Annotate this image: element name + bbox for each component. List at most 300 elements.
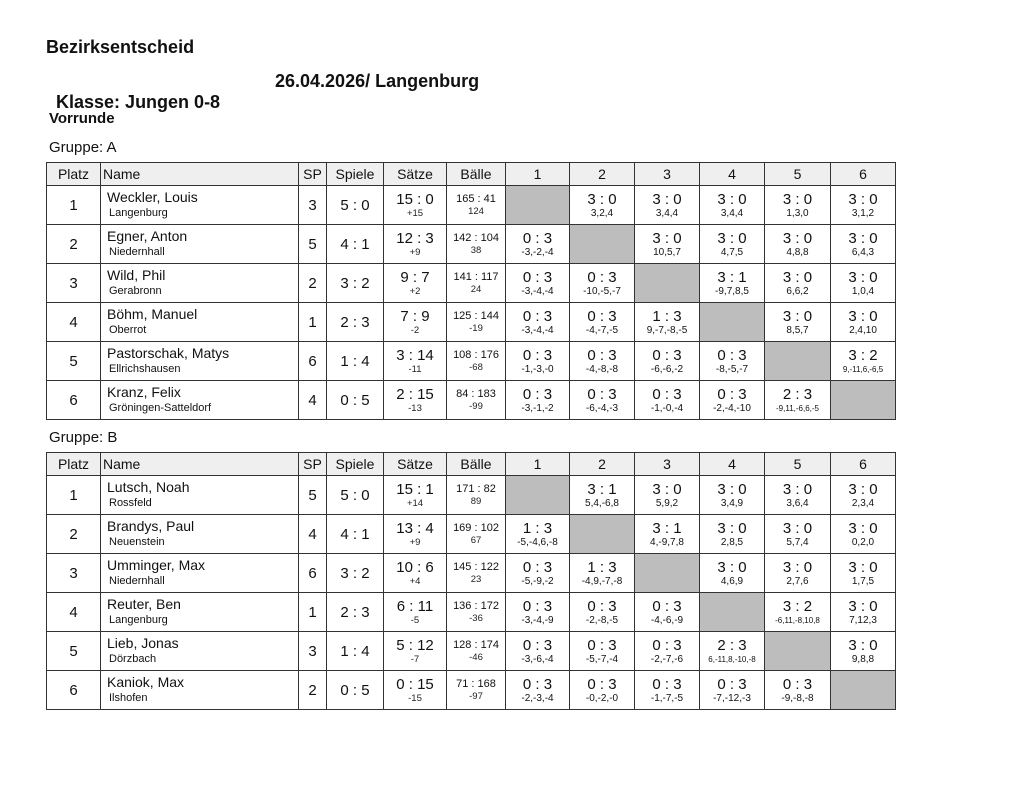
- saetze-cell: [384, 381, 447, 420]
- saetze-diff: +9: [409, 246, 421, 258]
- player-club: Dörzbach: [109, 653, 157, 665]
- player-club: Niedernhall: [109, 246, 165, 258]
- result-cell: [506, 381, 570, 420]
- result-cell: [570, 476, 635, 515]
- baelle-value: 125 : 144: [453, 310, 499, 322]
- result-cell: [635, 303, 700, 342]
- match-score: 2 : 3: [782, 385, 813, 403]
- set-points: 3,4,4: [655, 207, 679, 219]
- name-cell: [101, 593, 299, 632]
- group-b-label: Gruppe: B: [49, 429, 118, 446]
- baelle-value: 145 : 122: [453, 561, 499, 573]
- name-cell: [101, 515, 299, 554]
- self-match-cell: [635, 554, 700, 593]
- saetze-cell: [384, 554, 447, 593]
- match-score: 2 : 3: [717, 636, 747, 654]
- baelle-diff: 23: [470, 574, 482, 585]
- match-score: 0 : 3: [652, 636, 682, 654]
- player-row: [47, 476, 896, 515]
- self-match-cell: [700, 593, 765, 632]
- set-points: -9,7,8,5: [715, 285, 749, 297]
- match-score: 3 : 1: [587, 480, 617, 498]
- platz-cell: 2: [47, 515, 101, 554]
- match-score: 1 : 3: [522, 519, 553, 537]
- match-score: 3 : 0: [848, 636, 878, 654]
- baelle-cell: [447, 186, 506, 225]
- baelle-value: 142 : 104: [453, 232, 499, 244]
- spiele-cell: 3 : 2: [327, 264, 384, 303]
- sp-cell: 4: [299, 515, 327, 554]
- result-cell: [506, 632, 570, 671]
- match-score: 0 : 3: [587, 597, 617, 615]
- name-header: Name: [101, 163, 299, 186]
- player-row: [47, 593, 896, 632]
- platz-cell: 3: [47, 554, 101, 593]
- match-score: 3 : 0: [848, 519, 878, 537]
- set-points: 1,0,4: [851, 285, 875, 297]
- baelle-cell: [447, 381, 506, 420]
- match-score: 0 : 3: [652, 675, 682, 693]
- player-club: Gröningen-Satteldorf: [109, 402, 212, 414]
- set-points: 2,3,4: [851, 497, 875, 509]
- result-cell: [506, 264, 570, 303]
- saetze-value: 12 : 3: [396, 229, 434, 247]
- header-row: [47, 453, 896, 476]
- result-cell: [765, 303, 831, 342]
- match-score: 0 : 3: [522, 385, 553, 403]
- spiele-cell: 5 : 0: [327, 186, 384, 225]
- saetze-cell: [384, 515, 447, 554]
- result-cell: [831, 515, 896, 554]
- set-points: -3,-4,-4: [521, 324, 554, 336]
- sp-header: SP: [299, 453, 327, 476]
- spiele-cell: 0 : 5: [327, 671, 384, 710]
- name-cell: [101, 264, 299, 303]
- set-points: -5,-4,6,-8: [517, 536, 558, 548]
- result-cell: [831, 476, 896, 515]
- result-cell: [570, 342, 635, 381]
- result-cell: [700, 515, 765, 554]
- set-points: -2,-4,-10: [713, 402, 751, 414]
- match-score: 3 : 0: [717, 480, 747, 498]
- set-points: 3,4,4: [720, 207, 744, 219]
- match-score: 3 : 0: [782, 229, 813, 247]
- result-cell: [635, 186, 700, 225]
- result-cell: [831, 303, 896, 342]
- baelle-cell: [447, 593, 506, 632]
- result-cell: [765, 225, 831, 264]
- match-score: 3 : 0: [717, 519, 747, 537]
- set-points: -6,-4,-3: [585, 402, 619, 414]
- saetze-cell: [384, 671, 447, 710]
- set-points: -5,-9,-2: [521, 575, 554, 587]
- player-row: [47, 632, 896, 671]
- set-points: 5,9,2: [655, 497, 679, 509]
- player-name: Pastorschak, Matys: [107, 345, 230, 361]
- baelle-value: 169 : 102: [453, 522, 499, 534]
- player-club: Langenburg: [109, 614, 168, 626]
- match-score: 1 : 3: [652, 307, 682, 325]
- player-club: Rossfeld: [109, 497, 152, 509]
- player-row: [47, 554, 896, 593]
- result-cell: [700, 554, 765, 593]
- result-cell: [635, 671, 700, 710]
- match-score: 0 : 3: [522, 307, 553, 325]
- match-score: 0 : 3: [587, 385, 617, 403]
- result-cell: [765, 515, 831, 554]
- player-row: [47, 515, 896, 554]
- self-match-cell: [765, 632, 831, 671]
- opponent-header-5: 5: [765, 453, 831, 476]
- result-cell: [635, 632, 700, 671]
- result-cell: [765, 671, 831, 710]
- result-cell: [506, 303, 570, 342]
- saetze-cell: [384, 303, 447, 342]
- result-cell: [635, 225, 700, 264]
- match-score: 3 : 0: [652, 480, 682, 498]
- match-score: 0 : 3: [587, 346, 617, 364]
- set-points: 8,5,7: [786, 324, 809, 336]
- result-cell: [506, 593, 570, 632]
- baelle-diff: -19: [469, 323, 483, 334]
- saetze-value: 13 : 4: [396, 519, 434, 537]
- result-cell: [506, 671, 570, 710]
- result-cell: [831, 554, 896, 593]
- player-name: Lieb, Jonas: [107, 635, 179, 651]
- set-points: 1,7,5: [851, 575, 875, 587]
- self-match-cell: [831, 381, 896, 420]
- set-points: -3,-6,-4: [521, 653, 554, 665]
- opponent-header-3: 3: [635, 163, 700, 186]
- player-club: Oberrot: [109, 324, 147, 336]
- sp-cell: 1: [299, 303, 327, 342]
- saetze-value: 0 : 15: [396, 675, 434, 693]
- baelle-value: 136 : 172: [453, 600, 499, 612]
- sp-cell: 6: [299, 342, 327, 381]
- sp-cell: 3: [299, 632, 327, 671]
- match-score: 0 : 3: [522, 558, 553, 576]
- name-cell: [101, 476, 299, 515]
- saetze-value: 15 : 0: [396, 190, 434, 208]
- result-cell: [635, 515, 700, 554]
- match-score: 1 : 3: [587, 558, 617, 576]
- opponent-header-4: 4: [700, 453, 765, 476]
- saetze-cell: [384, 476, 447, 515]
- self-match-cell: [635, 264, 700, 303]
- baelle-diff: -68: [469, 362, 483, 373]
- self-match-cell: [831, 671, 896, 710]
- opponent-header-3: 3: [635, 453, 700, 476]
- spiele-cell: 5 : 0: [327, 476, 384, 515]
- baelle-cell: [447, 476, 506, 515]
- match-score: 3 : 0: [848, 597, 878, 615]
- result-cell: [570, 303, 635, 342]
- result-cell: [831, 342, 896, 381]
- set-points: 0,2,0: [851, 536, 875, 548]
- set-points: -4,9,-7,-8: [581, 575, 623, 587]
- result-cell: [765, 593, 831, 632]
- match-score: 0 : 3: [717, 675, 747, 693]
- set-points: 9,-11,6,-6,5: [842, 364, 884, 374]
- spiele-cell: 2 : 3: [327, 303, 384, 342]
- sp-cell: 2: [299, 264, 327, 303]
- baelle-header: Bälle: [447, 163, 506, 186]
- match-score: 3 : 0: [782, 558, 813, 576]
- name-cell: [101, 632, 299, 671]
- opponent-header-1: 1: [506, 163, 570, 186]
- result-cell: [765, 554, 831, 593]
- result-cell: [570, 632, 635, 671]
- set-points: 7,12,3: [849, 614, 877, 626]
- baelle-cell: [447, 225, 506, 264]
- match-score: 3 : 0: [652, 190, 682, 208]
- opponent-header-6: 6: [831, 453, 896, 476]
- set-points: -2,-3,-4: [521, 692, 554, 704]
- saetze-cell: [384, 342, 447, 381]
- result-cell: [570, 554, 635, 593]
- set-points: 9,-7,-8,-5: [646, 324, 688, 336]
- match-score: 3 : 0: [587, 190, 617, 208]
- result-cell: [506, 554, 570, 593]
- baelle-value: 108 : 176: [453, 349, 499, 361]
- player-club: Neuenstein: [109, 536, 165, 548]
- result-cell: [700, 476, 765, 515]
- result-cell: [700, 671, 765, 710]
- saetze-cell: [384, 593, 447, 632]
- platz-cell: 4: [47, 303, 101, 342]
- document-title: Bezirksentscheid: [46, 37, 195, 57]
- baelle-diff: 89: [470, 496, 482, 507]
- baelle-diff: 24: [470, 284, 482, 295]
- saetze-diff: +4: [409, 575, 421, 587]
- group-a-label: Gruppe: A: [49, 139, 117, 156]
- baelle-diff: -99: [469, 401, 483, 412]
- player-name: Kranz, Felix: [107, 384, 181, 400]
- sp-cell: 2: [299, 671, 327, 710]
- result-cell: [700, 342, 765, 381]
- match-score: 3 : 0: [848, 190, 878, 208]
- result-cell: [570, 186, 635, 225]
- saetze-cell: [384, 225, 447, 264]
- name-cell: [101, 186, 299, 225]
- set-points: -9,-8,-8: [781, 692, 814, 704]
- set-points: 9,8,8: [851, 653, 875, 665]
- spiele-cell: 2 : 3: [327, 593, 384, 632]
- saetze-diff: +14: [406, 497, 424, 509]
- baelle-value: 165 : 41: [456, 193, 496, 205]
- baelle-cell: [447, 671, 506, 710]
- player-name: Reuter, Ben: [107, 596, 181, 612]
- player-name: Egner, Anton: [107, 228, 188, 244]
- platz-header: Platz: [47, 163, 101, 186]
- self-match-cell: [700, 303, 765, 342]
- match-score: 3 : 0: [848, 558, 878, 576]
- baelle-diff: 38: [470, 245, 482, 256]
- result-cell: [831, 593, 896, 632]
- set-points: 3,6,4: [786, 497, 809, 509]
- result-cell: [700, 264, 765, 303]
- result-cell: [635, 593, 700, 632]
- baelle-cell: [447, 632, 506, 671]
- baelle-value: 141 : 117: [453, 271, 499, 283]
- sp-cell: 4: [299, 381, 327, 420]
- match-score: 0 : 3: [587, 268, 617, 286]
- match-score: 0 : 3: [717, 385, 747, 403]
- result-cell: [700, 225, 765, 264]
- baelle-value: 128 : 174: [453, 639, 499, 651]
- spiele-cell: 1 : 4: [327, 342, 384, 381]
- match-score: 0 : 3: [522, 675, 553, 693]
- result-cell: [635, 342, 700, 381]
- set-points: -8,-5,-7: [715, 363, 749, 375]
- match-score: 0 : 3: [782, 675, 813, 693]
- name-cell: [101, 342, 299, 381]
- spiele-cell: 0 : 5: [327, 381, 384, 420]
- result-cell: [506, 515, 570, 554]
- match-score: 3 : 1: [717, 268, 747, 286]
- spiele-cell: 3 : 2: [327, 554, 384, 593]
- match-score: 0 : 3: [522, 346, 553, 364]
- class-label: Klasse: Jungen 0-8: [56, 92, 221, 112]
- set-points: -3,-4,-4: [521, 285, 554, 297]
- result-cell: [765, 476, 831, 515]
- set-points: -5,-7,-4: [585, 653, 619, 665]
- set-points: -10,-5,-7: [583, 285, 621, 297]
- saetze-diff: -5: [410, 614, 420, 626]
- platz-cell: 2: [47, 225, 101, 264]
- opponent-header-6: 6: [831, 163, 896, 186]
- player-name: Umminger, Max: [107, 557, 206, 573]
- match-score: 0 : 3: [652, 346, 682, 364]
- result-cell: [570, 264, 635, 303]
- baelle-cell: [447, 515, 506, 554]
- baelle-cell: [447, 554, 506, 593]
- result-cell: [506, 342, 570, 381]
- set-points: 1,3,0: [786, 207, 809, 219]
- set-points: -1,-0,-4: [650, 402, 684, 414]
- baelle-diff: 67: [470, 535, 482, 546]
- player-row: [47, 264, 896, 303]
- opponent-header-2: 2: [570, 163, 635, 186]
- saetze-value: 2 : 15: [396, 385, 434, 403]
- date-place: 26.04.2026/ Langenburg: [275, 71, 480, 91]
- result-cell: [831, 632, 896, 671]
- baelle-diff: -36: [469, 613, 483, 624]
- saetze-diff: +15: [406, 207, 424, 219]
- baelle-diff: -97: [469, 691, 483, 702]
- match-score: 0 : 3: [522, 597, 553, 615]
- set-points: -6,11,-8,10,8: [775, 615, 820, 625]
- player-club: Ilshofen: [109, 692, 148, 704]
- baelle-value: 71 : 168: [456, 678, 496, 690]
- result-cell: [506, 225, 570, 264]
- result-cell: [831, 225, 896, 264]
- player-name: Weckler, Louis: [107, 189, 198, 205]
- saetze-value: 6 : 11: [396, 597, 434, 615]
- baelle-cell: [447, 264, 506, 303]
- set-points: -3,-2,-4: [521, 246, 554, 258]
- saetze-diff: +9: [409, 536, 421, 548]
- set-points: 6,6,2: [786, 285, 809, 297]
- match-score: 0 : 3: [522, 636, 553, 654]
- match-score: 3 : 0: [848, 307, 878, 325]
- set-points: 3,1,2: [851, 207, 875, 219]
- sp-cell: 1: [299, 593, 327, 632]
- result-cell: [700, 381, 765, 420]
- saetze-value: 5 : 12: [396, 636, 434, 654]
- match-score: 0 : 3: [587, 307, 617, 325]
- match-score: 3 : 0: [782, 190, 813, 208]
- baelle-diff: 124: [468, 206, 484, 217]
- set-points: -3,-1,-2: [521, 402, 554, 414]
- set-points: 4,6,9: [720, 575, 744, 587]
- set-points: -4,-6,-9: [650, 614, 684, 626]
- match-score: 0 : 3: [587, 636, 617, 654]
- set-points: -4,-7,-5: [585, 324, 619, 336]
- result-cell: [635, 476, 700, 515]
- result-cell: [831, 264, 896, 303]
- set-points: 10,5,7: [653, 246, 681, 258]
- player-name: Böhm, Manuel: [107, 306, 198, 322]
- result-cell: [765, 186, 831, 225]
- match-score: 3 : 0: [782, 268, 813, 286]
- result-cell: [765, 381, 831, 420]
- set-points: -1,-7,-5: [650, 692, 684, 704]
- saetze-cell: [384, 264, 447, 303]
- platz-cell: 1: [47, 476, 101, 515]
- set-points: 3,2,4: [590, 207, 614, 219]
- spiele-cell: 4 : 1: [327, 225, 384, 264]
- match-score: 3 : 0: [848, 268, 878, 286]
- platz-cell: 4: [47, 593, 101, 632]
- group-a-table: [46, 162, 896, 420]
- result-cell: [831, 186, 896, 225]
- result-cell: [700, 186, 765, 225]
- match-score: 3 : 0: [652, 229, 682, 247]
- player-name: Kaniok, Max: [107, 674, 185, 690]
- header-row: [47, 163, 896, 186]
- player-row: [47, 381, 896, 420]
- baelle-value: 171 : 82: [456, 483, 496, 495]
- match-score: 0 : 3: [587, 675, 617, 693]
- baelle-header: Bälle: [447, 453, 506, 476]
- match-score: 3 : 0: [782, 307, 813, 325]
- name-cell: [101, 554, 299, 593]
- baelle-value: 84 : 183: [456, 388, 496, 400]
- saetze-diff: -2: [410, 324, 420, 336]
- match-score: 3 : 0: [782, 519, 813, 537]
- set-points: 2,7,6: [786, 575, 809, 587]
- match-score: 0 : 3: [522, 268, 553, 286]
- saetze-diff: +2: [409, 285, 421, 297]
- set-points: -3,-4,-9: [521, 614, 554, 626]
- saetze-diff: -15: [408, 692, 422, 704]
- saetze-value: 9 : 7: [400, 268, 430, 286]
- set-points: 5,4,-6,8: [585, 497, 619, 509]
- platz-cell: 3: [47, 264, 101, 303]
- saetze-diff: -13: [408, 402, 422, 414]
- result-cell: [570, 593, 635, 632]
- match-score: 0 : 3: [717, 346, 747, 364]
- result-cell: [570, 671, 635, 710]
- player-club: Niedernhall: [109, 575, 165, 587]
- set-points: 6,4,3: [851, 246, 875, 258]
- saetze-diff: -11: [408, 363, 422, 375]
- set-points: -4,-8,-8: [585, 363, 619, 375]
- self-match-cell: [570, 515, 635, 554]
- player-club: Ellrichshausen: [109, 363, 181, 375]
- player-row: [47, 186, 896, 225]
